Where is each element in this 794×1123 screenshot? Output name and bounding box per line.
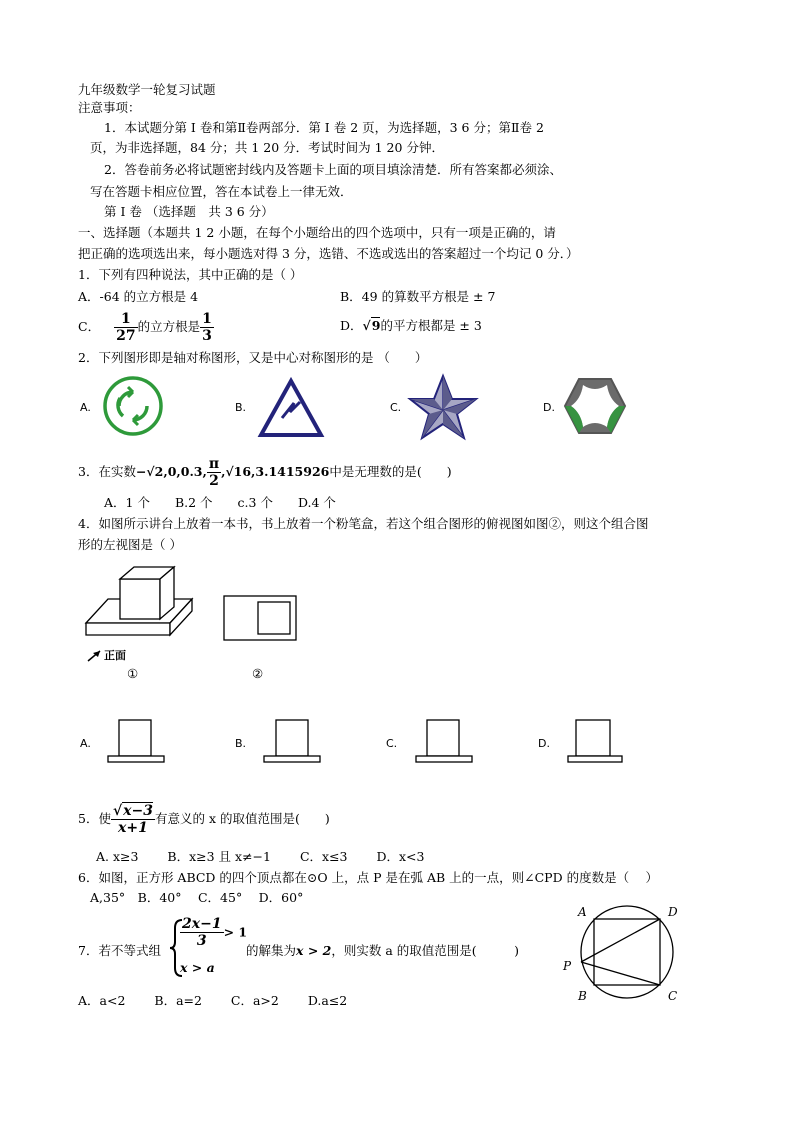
q4-label-b: B. — [235, 737, 247, 750]
left-view-option-a — [106, 718, 166, 768]
q1-option-b: B．49 的算数平方根是 ± 7 — [340, 289, 496, 304]
q6-stem: 6．如图，正方形 ABCD 的四个顶点都在⊙O 上，点 P 是在弧 AB 上的一点，则∠CPD 的度数是（ ） — [78, 870, 659, 885]
star-figure — [408, 374, 478, 440]
figure-1-label: ① — [127, 666, 139, 681]
q1-c-frac-num: 1 — [114, 311, 137, 328]
point-c-label: C — [668, 989, 678, 1003]
q5-prefix: 5．使 — [78, 811, 111, 826]
q4-stem-a: 4．如图所示讲台上放着一本书，书上放着一个粉笔盒，若这个组合图形的俯视图如图②，则这个组合图 — [78, 516, 649, 531]
q2-label-c: C. — [390, 401, 402, 414]
q7-ineq-1 — [180, 916, 247, 949]
q1-option-c — [78, 307, 214, 347]
circle-square-figure — [563, 904, 686, 1004]
notice-label: 注意事项： — [78, 100, 141, 115]
q7-ineq1-num: 2x−1 — [182, 916, 222, 932]
q2-label-a: A. — [80, 401, 91, 414]
q3-pi-den: 2 — [207, 472, 221, 489]
notice-1b: 页，为非选择题，84 分；共 1 20 分．考试时间为 1 20 分钟． — [90, 140, 444, 155]
q7-ineq-2: x > a — [180, 960, 215, 975]
q6-options: A,35° B．40° C．45° D．60° — [90, 890, 304, 905]
q4-label-c: C. — [386, 737, 398, 750]
q7-suffix: ，则实数 a 的取值范围是( ) — [331, 943, 519, 958]
q4-stem-b: 形的左视图是（ ） — [78, 537, 182, 552]
point-p-label: P — [563, 959, 572, 973]
q7-mid — [246, 943, 519, 959]
q5-num: x−3 — [123, 803, 153, 819]
top-view-figure — [222, 594, 300, 644]
q3-num-1: −√2 — [135, 464, 164, 479]
q7-prefix: 7．若不等式组 — [78, 943, 161, 958]
q5-options: A. x≥3 B．x≥3 且 x≠−1 C．x≤3 D．x<3 — [96, 849, 425, 864]
q3-num-2: ,0,0.3, — [163, 464, 207, 479]
q7-ineq1-den: 3 — [196, 933, 207, 949]
notice-1a: 1．本试题分第 I 卷和第Ⅱ卷两部分．第 I 卷 2 页，为选择题，3 6 分；第Ⅱ卷 2 — [104, 120, 544, 135]
section-1a: 一、选择题（本题共 1 2 小题，在每个小题给出的四个选项中，只有一项是正确的，请 — [78, 225, 556, 240]
q4-label-a: A. — [80, 737, 91, 750]
q1-d-suffix: 的平方根都是 ± 3 — [380, 318, 482, 333]
section-1b: 把正确的选项选出来，每小题选对得 3 分，选错、不选或选出的答案超过一个均记 0 分．） — [78, 246, 579, 261]
q1-c-frac-den: 27 — [116, 328, 136, 344]
q1-d-prefix: D． — [340, 318, 363, 333]
q3-suffix: 中是无理数的是( ) — [329, 464, 452, 479]
q7-options: A．a<2 B．a=2 C．a>2 D.a≤2 — [78, 993, 348, 1008]
q1-option-a: A．-64 的立方根是 4 — [78, 289, 199, 304]
q3-stem — [78, 456, 452, 489]
notice-2a: 2．答卷前务必将试题密封线内及答题卡上面的项目填涂清楚．所有答案都必须涂、 — [104, 162, 562, 177]
q4-label-d: D. — [538, 737, 550, 750]
q1-c-mid: 的立方根是 — [137, 319, 201, 334]
left-view-option-b — [262, 718, 322, 768]
point-d-label: D — [668, 905, 678, 919]
point-b-label: B — [578, 989, 587, 1003]
q1-option-d: D．√9的平方根都是 ± 3 — [340, 318, 482, 333]
warning-triangle-figure — [258, 378, 324, 438]
left-view-option-d — [566, 716, 626, 768]
podium-book-box-figure — [78, 565, 198, 665]
q3-pi-num: π — [208, 456, 220, 472]
q5-stem: 5．使 $\frac{√x-3}{x+1}$ 有意义的 x 的取值范围是( ) — [78, 803, 330, 836]
q2-label-b: B. — [235, 401, 247, 414]
left-view-option-c — [414, 718, 474, 768]
q3-prefix: 3．在实数 — [78, 464, 136, 479]
q3-num-3: ,√16,3.1415926 — [221, 464, 330, 479]
hexagon-figure — [563, 377, 627, 435]
q7-solution: x > 2 — [296, 943, 332, 958]
part-1-heading: 第 I 卷 （选择题 共 3 6 分） — [104, 204, 274, 219]
q1-stem: 1．下列有四种说法，其中正确的是（ ） — [78, 267, 303, 282]
q2-label-d: D. — [543, 401, 555, 414]
q5-den: x+1 — [118, 820, 148, 836]
front-label: 正面 — [104, 649, 126, 662]
point-a-label: A — [578, 905, 587, 919]
q1-c-prefix: C． — [78, 319, 101, 334]
q1-c-frac2-num: 1 — [202, 311, 212, 327]
figure-2-label: ② — [252, 666, 264, 681]
q7-mid-text: 的解集为 — [246, 943, 297, 958]
q5-suffix: 有意义的 x 的取值范围是( ) — [154, 811, 330, 826]
q3-options: A．1 个 B.2 个 c.3 个 D.4 个 — [104, 495, 336, 510]
q7-ineq1-rel: > 1 — [223, 924, 248, 940]
q2-stem: 2．下列图形即是轴对称图形，又是中心对称图形的是 （ ） — [78, 350, 428, 365]
q1-d-radicand: 9 — [371, 318, 381, 333]
recycle-circle-figure — [103, 376, 163, 436]
page-title: 九年级数学一轮复习试题 — [78, 82, 216, 97]
q1-c-frac2-den: 3 — [202, 328, 212, 344]
notice-2b: 写在答题卡相应位置，答在本试卷上一律无效． — [90, 184, 353, 199]
